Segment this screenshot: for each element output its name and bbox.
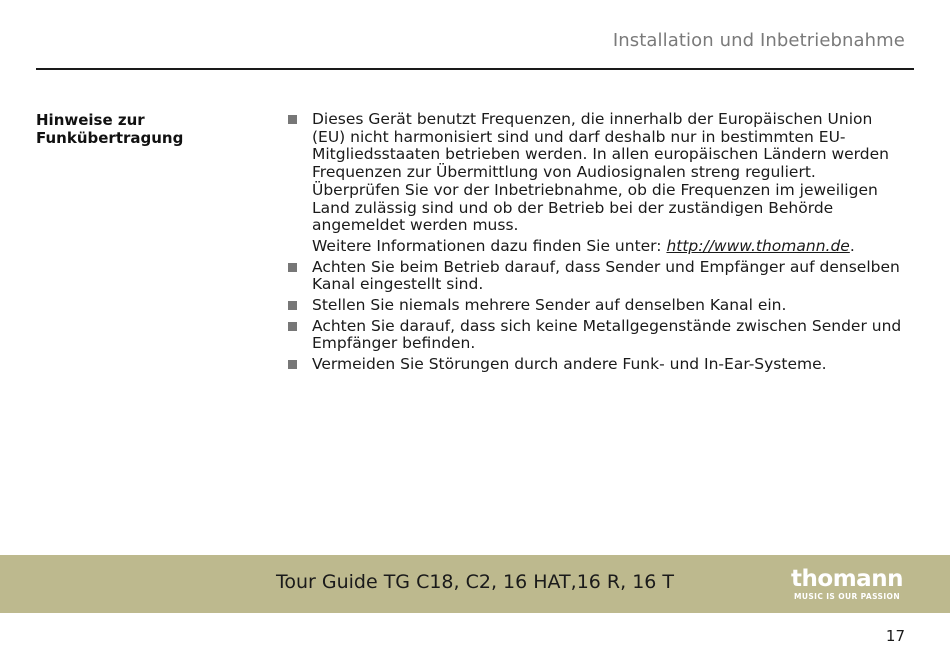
bullet-text: Stellen Sie niemals mehrere Sender auf denselben Kanal ein.: [312, 296, 787, 315]
header-title: Installation und Inbetriebnahme: [612, 30, 905, 51]
thomann-link[interactable]: http://www.thomann.de: [666, 236, 850, 255]
page-number: 17: [885, 627, 905, 645]
header-rule: [36, 68, 914, 70]
square-bullet-icon: [288, 322, 297, 331]
list-item: [288, 318, 908, 353]
thomann-logo: [788, 567, 906, 601]
more-info-prefix: Weitere Informationen dazu finden Sie unter:: [312, 236, 667, 255]
bullet-list: [288, 111, 908, 377]
logo-wordmark: thomann: [791, 566, 903, 592]
logo-tagline: MUSIC IS OUR PASSION: [793, 592, 901, 601]
footer-bar: [0, 555, 950, 613]
bullet-text: Achten Sie beim Betrieb darauf, dass Sender und Empfänger auf denselben Kanal eingestellt sind.: [312, 257, 900, 294]
section-heading: Hinweise zur Funkübertragung: [36, 111, 184, 147]
product-title: Tour Guide TG C18, C2, 16 HAT,16 R, 16 T: [275, 571, 675, 593]
bullet-text: Vermeiden Sie Störungen durch andere Funk- und In-Ear-Systeme.: [312, 355, 827, 374]
bullet-text: Achten Sie darauf, dass sich keine Metallgegenstände zwischen Sender und Empfänger befinden.: [312, 316, 902, 353]
list-item: [288, 111, 908, 256]
list-item: [288, 356, 908, 374]
square-bullet-icon: [288, 263, 297, 272]
bullet-text: Dieses Gerät benutzt Frequenzen, die innerhalb der Europäischen Union (EU) nicht harmonisiert sind und darf deshalb nur in bestimmten EU-Mitgliedsstaaten betrieben werden. In allen europäischen Ländern werden Frequenzen zur Übermittlung von Audiosignalen streng reguliert. Überprüfen Sie vor der Inbetriebnahme, ob die Frequenzen im jeweiligen Land zulässig sind und ob der Betrieb bei der zuständigen Behörde angemeldet werden muss.: [312, 110, 889, 235]
square-bullet-icon: [288, 115, 297, 124]
list-item: [288, 259, 908, 294]
square-bullet-icon: [288, 360, 297, 369]
more-info-suffix: .: [849, 236, 855, 255]
more-info-line: [312, 238, 908, 256]
square-bullet-icon: [288, 301, 297, 310]
list-item: [288, 297, 908, 315]
